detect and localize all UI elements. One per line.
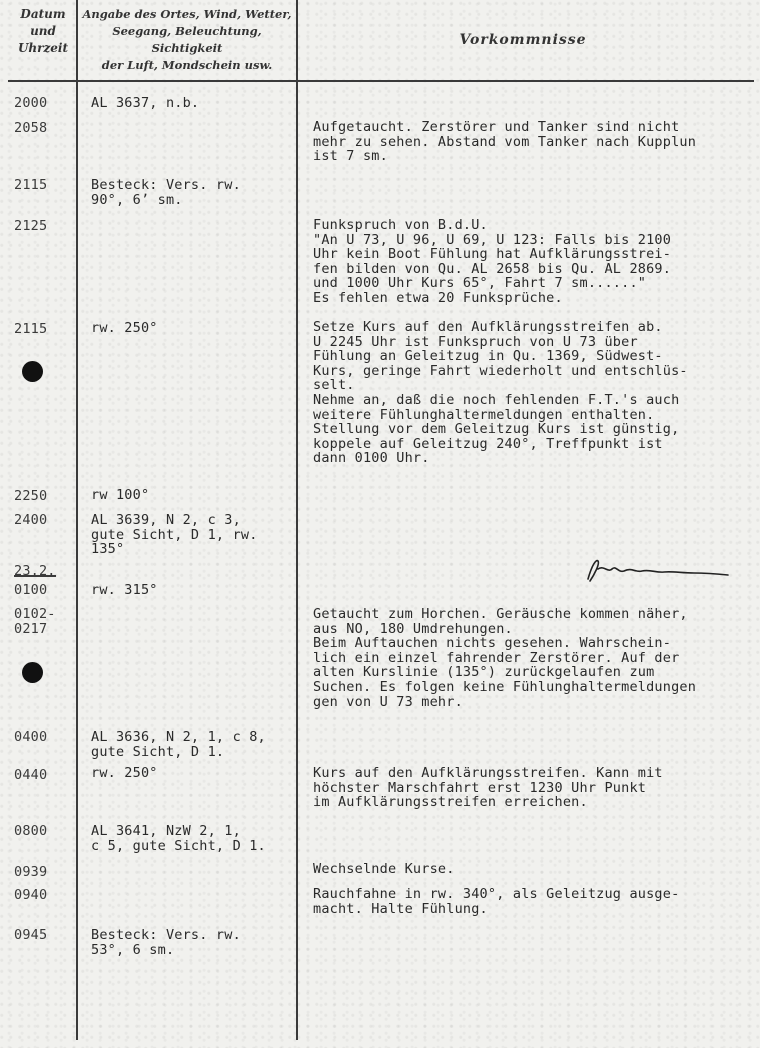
header-vorkommnisse-text: Vorkommnisse xyxy=(459,32,587,48)
entry-time: 2058 xyxy=(14,120,48,136)
entry-time: 0440 xyxy=(14,767,48,783)
entry-weather: AL 3641, NzW 2, 1, c 5, gute Sicht, D 1. xyxy=(91,823,266,854)
entry-weather: Besteck: Vers. rw. 90°, 6ʼ sm. xyxy=(91,177,241,208)
header-datum-line: Uhrzeit xyxy=(17,41,69,55)
entry-events: Rauchfahne in rw. 340°, als Geleitzug ausge- macht. Halte Fühlung. xyxy=(313,886,680,917)
entry-events: Wechselnde Kurse. xyxy=(313,861,455,877)
entry-time: 0400 xyxy=(14,729,48,745)
punch-hole xyxy=(22,662,43,683)
entry-time: 0945 xyxy=(14,927,48,943)
entry-weather: rw. 250° xyxy=(91,765,158,781)
signature xyxy=(582,555,732,585)
entry-events: Aufgetaucht. Zerstörer und Tanker sind nicht mehr zu sehen. Abstand vom Tanker nach Kupplun ist 7 sm. xyxy=(313,119,697,165)
entry-time: 23.2. xyxy=(14,563,56,579)
entry-time: 0100 xyxy=(14,582,48,598)
entry-time: 2000 xyxy=(14,95,48,111)
entry-weather: rw. 250° xyxy=(91,320,158,336)
entry-time: 2400 xyxy=(14,512,48,528)
entry-time: 0102- 0217 xyxy=(14,606,56,637)
punch-hole xyxy=(22,361,43,382)
column-divider-1 xyxy=(76,0,78,1040)
header-ort xyxy=(78,6,296,74)
entry-time: 2250 xyxy=(14,488,48,504)
header-divider xyxy=(8,80,754,82)
entry-time: 0939 xyxy=(14,864,48,880)
entry-events: Getaucht zum Horchen. Geräusche kommen näher, aus NO, 180 Umdrehungen. Beim Auftauchen nichts gesehen. Wahrschein- lich ein einzel fahrender Zerstörer. Auf der alten Kurslinie (135°) zurückgelaufen zum Suchen. Es folgen keine Fühlunghaltermeldungen gen von U 73 mehr. xyxy=(313,606,697,710)
entry-events: Kurs auf den Aufklärungsstreifen. Kann mit höchster Marschfahrt erst 1230 Uhr Punkt im Aufklärungsstreifen erreichen. xyxy=(313,765,663,811)
entry-time: 0800 xyxy=(14,823,48,839)
header-ort-line: der Luft, Mondschein usw. xyxy=(101,58,273,72)
header-datum-line: Datum xyxy=(20,7,66,21)
header-ort-line: Seegang, Beleuchtung, Sichtigkeit xyxy=(112,24,262,55)
entry-time: 2115 xyxy=(14,321,48,337)
header-datum xyxy=(10,6,76,57)
entry-weather: AL 3637, n.b. xyxy=(91,95,200,111)
entry-weather: AL 3636, N 2, 1, c 8, gute Sicht, D 1. xyxy=(91,729,266,760)
entry-weather: rw. 315° xyxy=(91,582,158,598)
entry-time: 2125 xyxy=(14,218,48,234)
entry-weather: AL 3639, N 2, c 3, gute Sicht, D 1, rw. 135° xyxy=(91,512,258,558)
header-ort-line: Angabe des Ortes, Wind, Wetter, xyxy=(82,7,292,21)
header-vorkommnisse xyxy=(298,32,748,49)
entry-weather: Besteck: Vers. rw. 53°, 6 sm. xyxy=(91,927,241,958)
entry-events: Setze Kurs auf den Aufklärungsstreifen ab. U 2245 Uhr ist Funkspruch von U 73 über Fühlung an Geleitzug in Qu. 1369, Südwest- Kurs, geringe Fahrt wiederholt und entschlüs- selt. Nehme an, daß die noch fehlenden F.T.'s auch weitere Fühlunghaltermeldungen enthalten. Stellung vor dem Geleitzug Kurs ist günstig, koppele auf Geleitzug 240°, Treffpunkt ist dann 0100 Uhr. xyxy=(313,319,688,467)
header-datum-line: und xyxy=(30,24,56,38)
entry-time: 2115 xyxy=(14,177,48,193)
entry-events: Funkspruch von B.d.U. "An U 73, U 96, U 69, U 123: Falls bis 2100 Uhr kein Boot Fühlung hat Aufklärungsstrei- fen bilden von Qu. AL 2658 bis Qu. AL 2869. und 1000 Uhr Kurs 65°, Fahrt 7 sm......" Es fehlen etwa 20 Funksprüche. xyxy=(313,217,672,306)
entry-weather: rw 100° xyxy=(91,487,150,503)
entry-time: 0940 xyxy=(14,887,48,903)
column-divider-2 xyxy=(296,0,298,1040)
